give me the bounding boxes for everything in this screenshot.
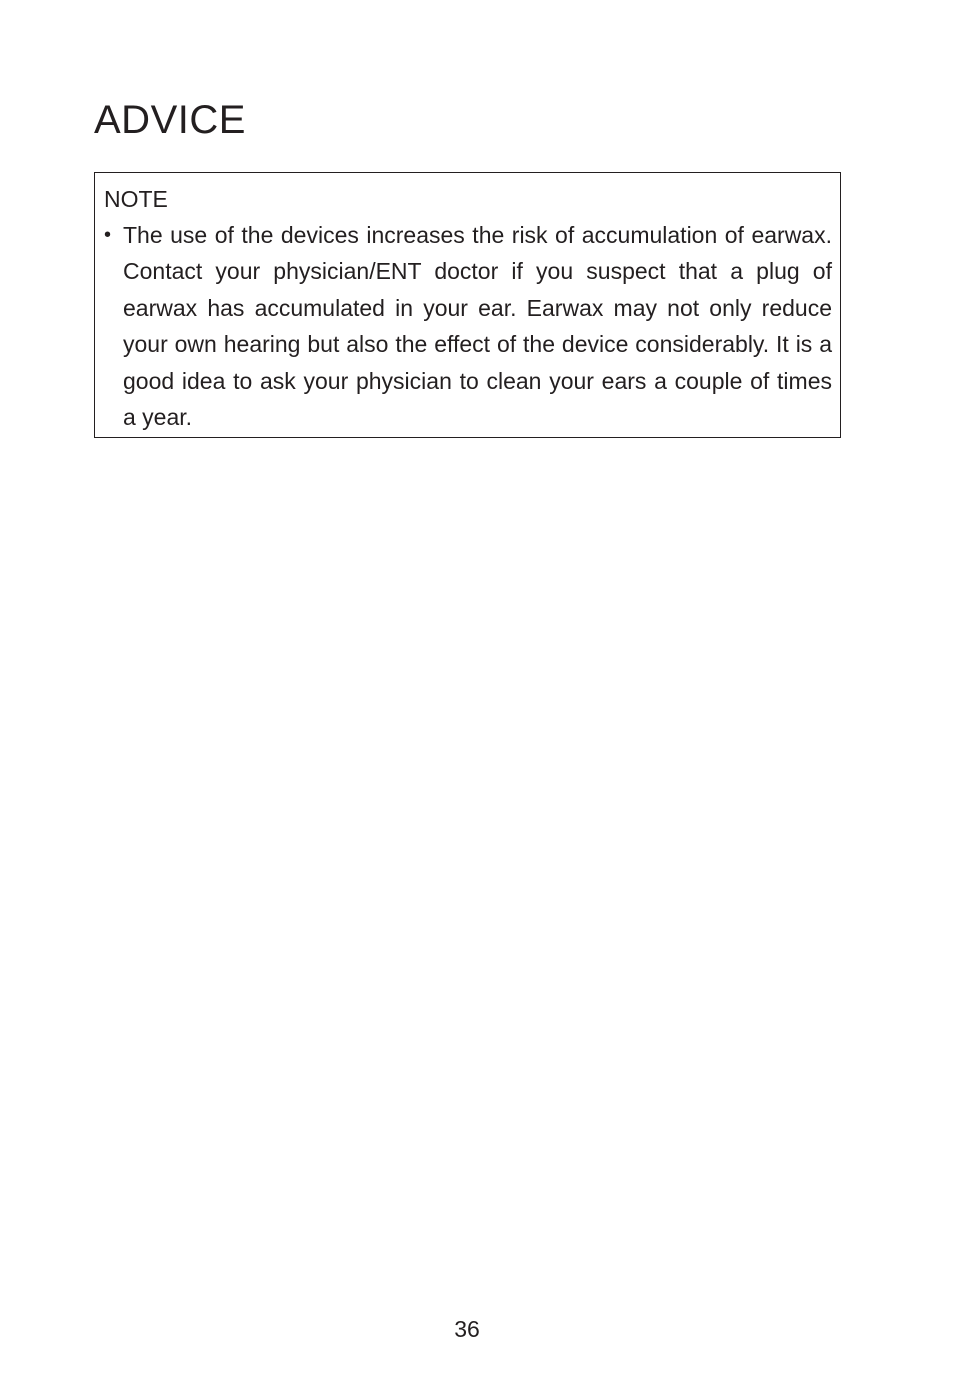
note-list: [104, 217, 832, 435]
note-box: [94, 172, 841, 438]
page-title: ADVICE: [94, 98, 246, 142]
bullet-icon: •: [104, 224, 112, 246]
page-number: 36: [454, 1316, 480, 1342]
list-item: [104, 217, 832, 435]
note-text: The use of the devices increases the risk of accumulation of earwax. Contact your physician/ENT doctor if you suspect that a plug of earwax has accumulated in your ear. Earwax may not only reduce your own hearing but also the effect of the device considerably. It is a good idea to ask your physician to clean your ears a couple of times a year.: [123, 222, 832, 431]
note-heading: NOTE: [104, 186, 168, 212]
